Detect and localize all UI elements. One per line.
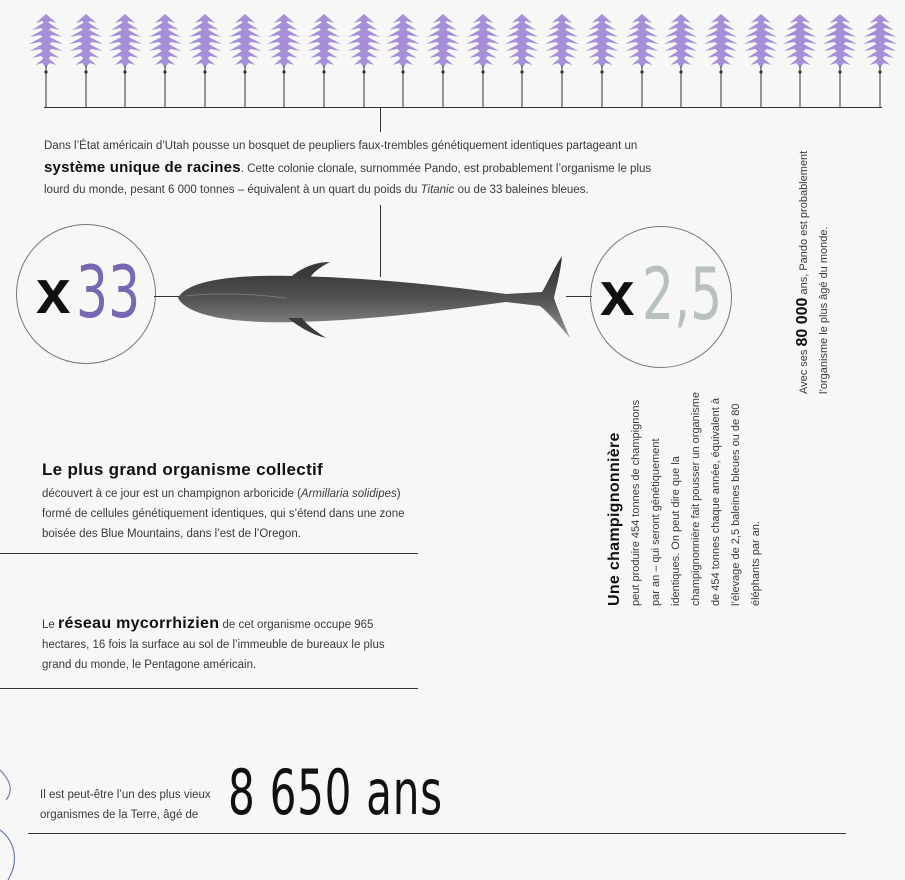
mycorrhizal-highlight: réseau mycorrhizien [58,615,220,632]
connector-line [566,296,592,297]
mushroom-farm-title: Une champignonnière [606,432,623,606]
whale-ratio-number: 2,5 [642,252,723,336]
intro-highlight: système unique de racines [44,159,241,176]
mycorrhizal-block: Le réseau mycorrhizien de cet organisme occupe 965 hectares, 16 fois la surface au sol de l’immeuble de bureaux le plus grand du monde, le Pentagone américain. [42,615,385,671]
root-system-line [44,107,882,108]
pando-age-highlight: 80 000 [794,297,811,347]
tree-icon [107,8,143,108]
aspen-tree-row [28,8,898,108]
tree-icon [68,8,104,108]
tree-icon [266,8,302,108]
tree-icon [187,8,223,108]
tree-icon [624,8,660,108]
tree-icon [385,8,421,108]
tree-icon [584,8,620,108]
tree-icon [425,8,461,108]
bottom-rule [28,833,846,834]
tree-icon [227,8,263,108]
intro-paragraph: Dans l’État américain d’Utah pousse un bosquet de peupliers faux-trembles génétiquement identiques partageant un système unique de racines. Cette colonie clonale, surnommée Pando, est probablement l’organisme le plus lourd du monde, pesant 6 000 tonnes – équivalent à un quart du poids du Titanic ou de 33 baleines bleues. [44,140,652,196]
whale-icon [176,252,572,344]
tree-icon [544,8,580,108]
whale-count-number: 33 [76,250,141,334]
connector-line [380,108,381,132]
tree-icon [782,8,818,108]
collective-organism-block [42,460,422,544]
tree-icon [743,8,779,108]
species-italic: Armillaria solidipes [300,488,397,500]
age-big-number: 8 650 ans [228,756,443,829]
divider-line [0,553,418,554]
collective-title: Le plus grand organisme collectif [42,460,324,479]
multiplier-x: x [36,258,71,327]
tree-icon [346,8,382,108]
tree-icon [663,8,699,108]
mushroom-farm-text: peut produire 454 tonnes de champignons par an – qui seront génétiquement identiques. On peut dire que la champignonnière fait pousser un organisme de 454 tonnes chaque année, équivalent à l’élevage de 2,5 baleines bleues ou de 80 éléphants par an. [630,391,762,606]
tree-icon [306,8,342,108]
collective-text: découvert à ce jour est un champignon arboricide (Armillaria solidipes) formé de cellules génétiquement identiques, qui s’étend dans une zone boisée des Blue Mountains, dans l’est de l’Oregon. [42,488,405,540]
tree-icon [504,8,540,108]
tree-icon [703,8,739,108]
tree-icon [822,8,858,108]
tree-icon [862,8,898,108]
multiplier-x: x [600,260,635,329]
tree-icon [28,8,64,108]
tree-icon [147,8,183,108]
mushroom-farm-block [606,391,766,606]
divider-line [0,688,418,689]
titanic-italic: Titanic [420,184,455,196]
page-edge-illustration [0,740,40,880]
pando-age-block: Avec ses 80 000 ans, Pando est probablement l’organisme le plus âgé du monde. [794,150,830,394]
tree-icon [465,8,501,108]
age-caption: Il est peut-être l’un des plus vieux organismes de la Terre, âgé de [40,789,211,821]
